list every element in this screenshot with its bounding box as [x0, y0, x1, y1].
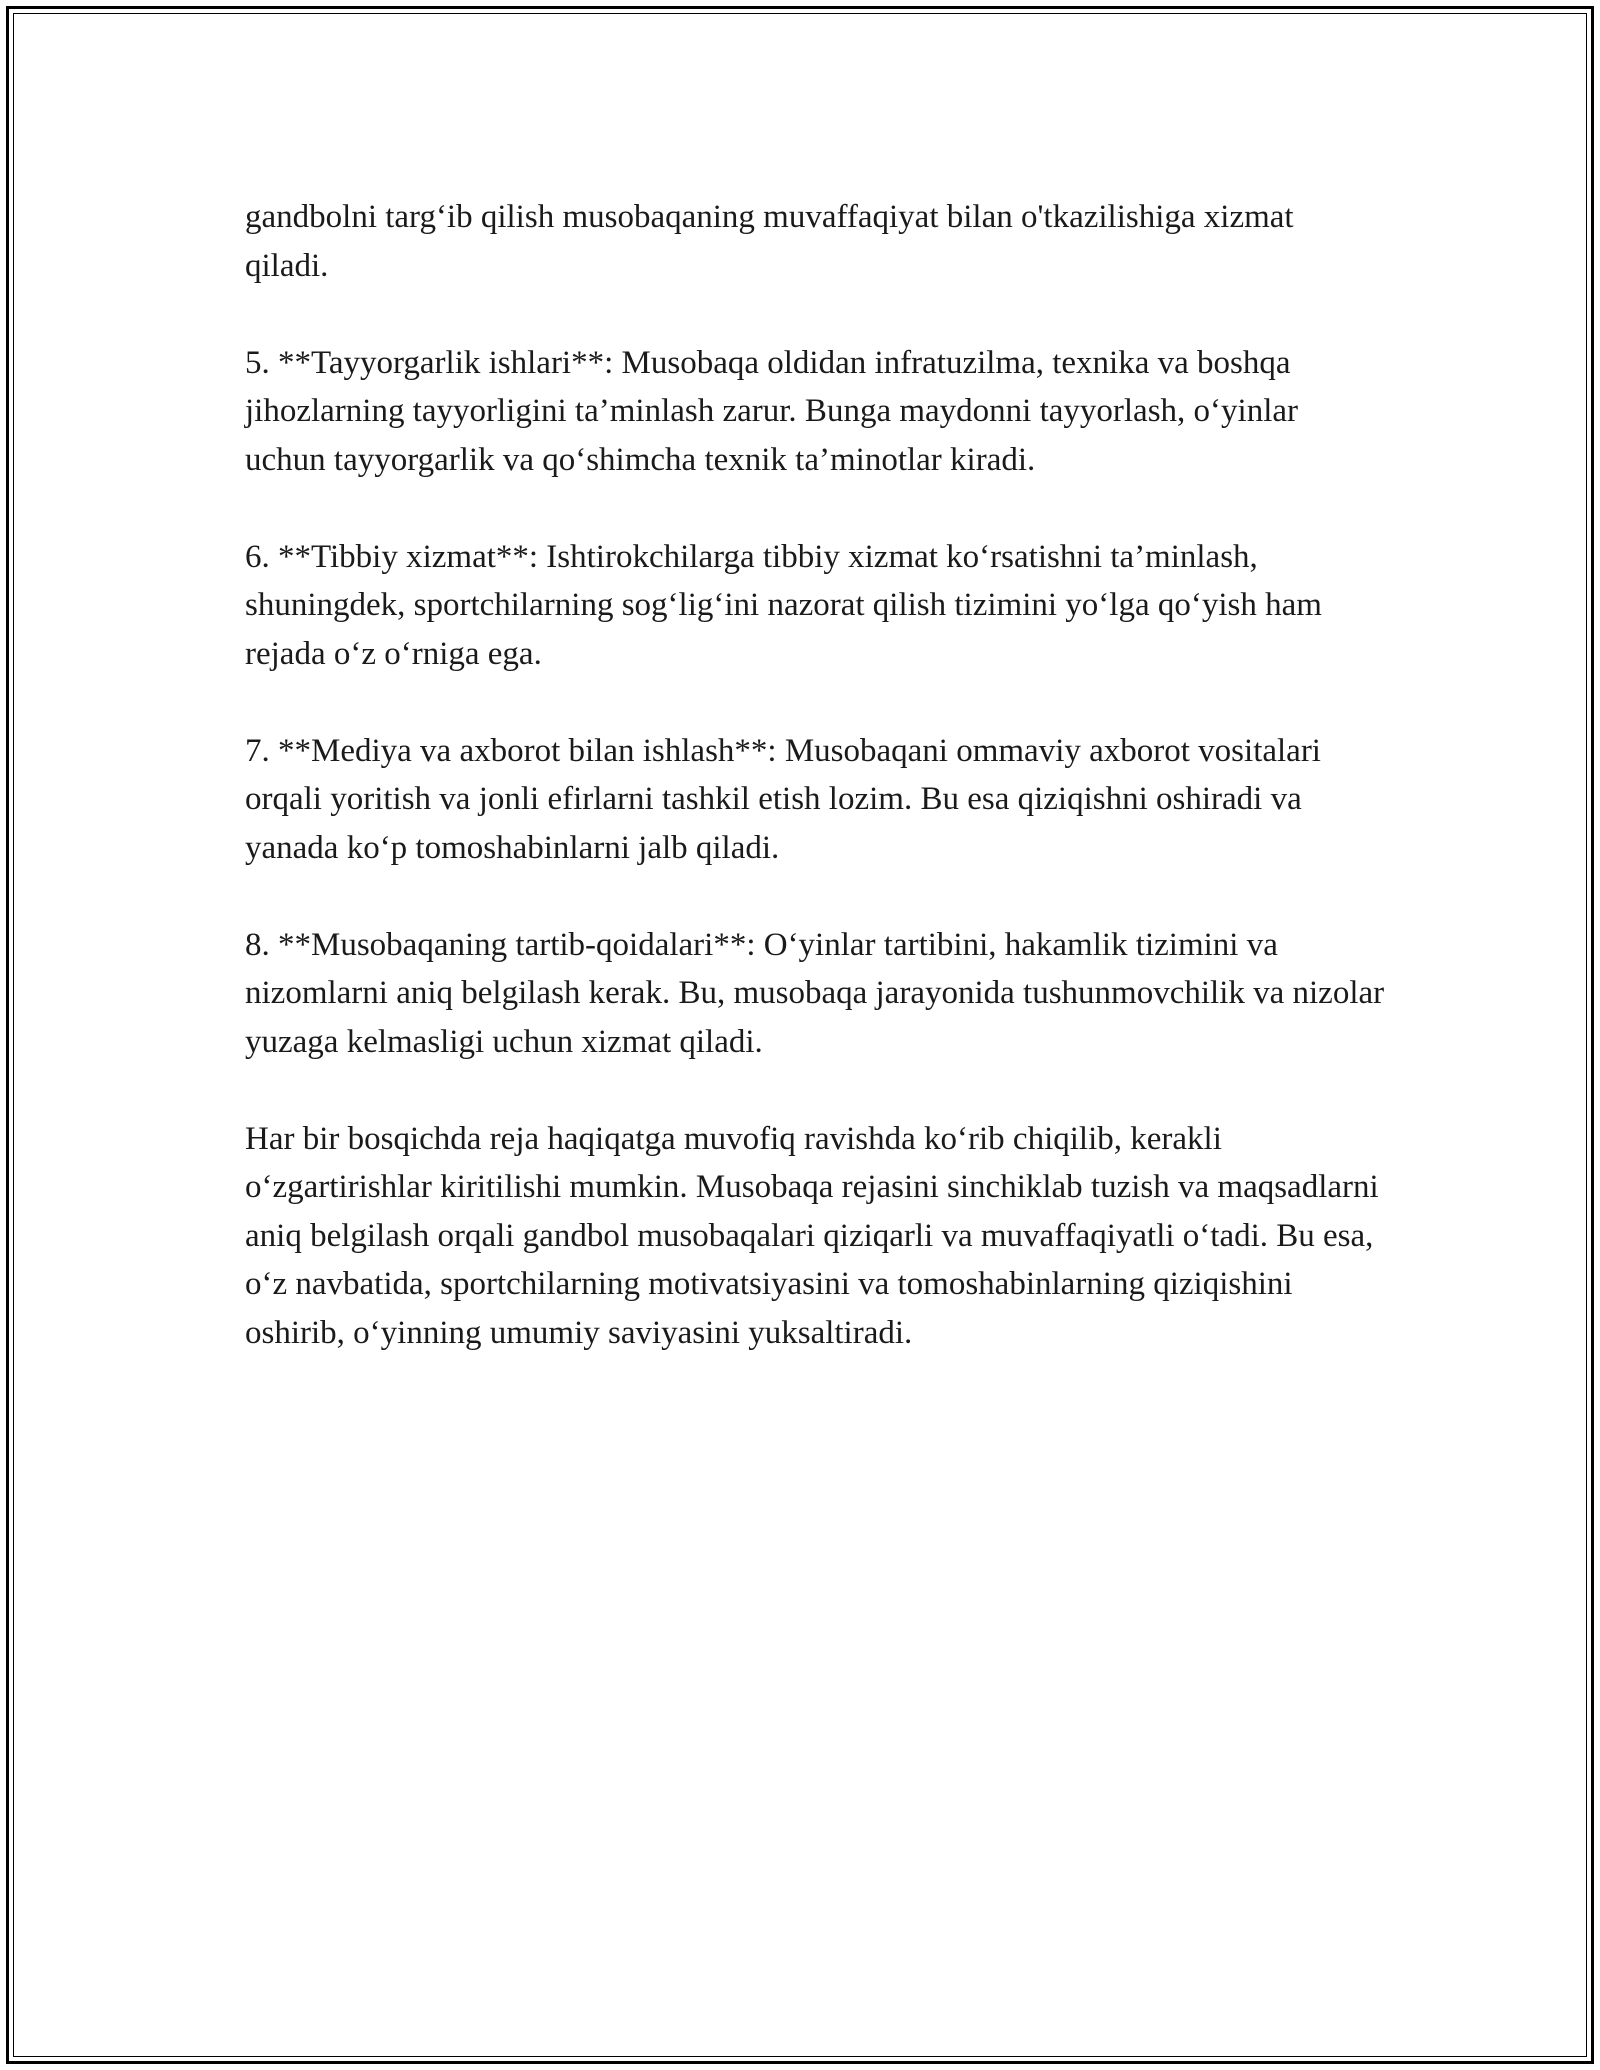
paragraph-item-8-rules: 8. **Musobaqaning tartib-qoidalari**: O‘yinlar tartibini, hakamlik tizimini va nizomlarni aniq belgilash kerak. Bu, musobaqa jarayonida tushunmovchilik va nizolar yuzaga kelmasligi uchun xizmat qiladi. [245, 926, 1385, 1060]
paragraph-item-7-media: 7. **Mediya va axborot bilan ishlash**: Musobaqani ommaviy axborot vositalari orqali yoritish va jonli efirlarni tashkil etish lozim. Bu esa qiziqishni oshiradi va yanada ko‘p tomoshabinlarni jalb qiladi. [245, 732, 1321, 866]
document-body [245, 193, 1385, 1406]
paragraph-item-6-medical: 6. **Tibbiy xizmat**: Ishtirokchilarga tibbiy xizmat ko‘rsatishni ta’minlash, shuningdek, sportchilarning sog‘lig‘ini nazorat qilish tizimini yo‘lga qo‘yish ham rejada o‘z o‘rniga ega. [245, 538, 1322, 672]
paragraph-conclusion: Har bir bosqichda reja haqiqatga muvofiq ravishda ko‘rib chiqilib, kerakli o‘zgartirishlar kiritilishi mumkin. Musobaqa rejasini sinchiklab tuzish va maqsadlarni aniq belgilash orqali gandbol musobaqalari qiziqarli va muvaffaqiyatli o‘tadi. Bu esa, o‘z navbatida, sportchilarning motivatsiyasini va tomoshabinlarning qiziqishini oshirib, o‘yinning umumiy saviyasini yuksaltiradi. [245, 1120, 1379, 1351]
paragraph-item-5-preparation: 5. **Tayyorgarlik ishlari**: Musobaqa oldidan infratuzilma, texnika va boshqa jihozlarning tayyorligini ta’minlash zarur. Bunga maydonni tayyorlash, o‘yinlar uchun tayyorgarlik va qo‘shimcha texnik ta’minotlar kiradi. [245, 344, 1299, 478]
paragraph-continuation: gandbolni targ‘ib qilish musobaqaning muvaffaqiyat bilan o'tkazilishiga xizmat qiladi. [245, 199, 1294, 284]
page-border [6, 6, 1594, 2064]
